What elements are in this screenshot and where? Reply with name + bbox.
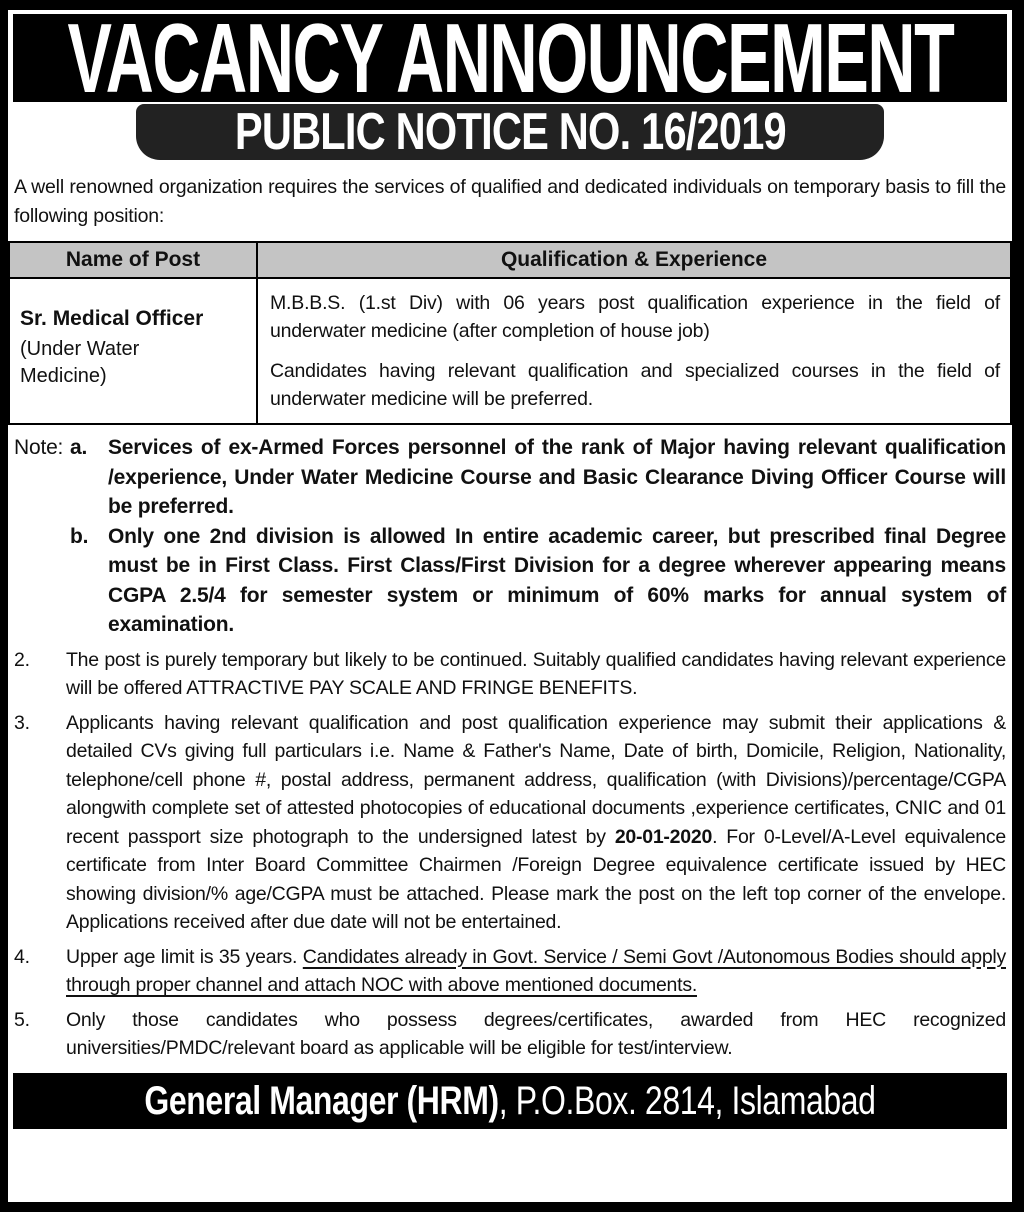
note-label-spacer: [14, 522, 70, 640]
note-text-a: Services of ex-Armed Forces personnel of the rank of Major having relevant qualification /experience, Under Water Medicine Course and Basic Clearance Diving Officer Course will be preferred.: [108, 436, 1006, 518]
note-label: Note:: [14, 436, 64, 459]
column-header-qualification-experience: Qualification & Experience: [257, 242, 1011, 278]
list-item-2: [14, 646, 1006, 703]
list-item-4: [14, 943, 1006, 1000]
public-notice-banner: [136, 104, 884, 160]
qualification-paragraph-1: M.B.B.S. (1.st Div) with 06 years post qualification experience in the field of underwater medicine (after completion of house job): [270, 292, 1000, 342]
table-row: [9, 278, 1011, 424]
post-subtitle: (Under Water Medicine): [20, 338, 140, 387]
column-header-name-of-post: Name of Post: [9, 242, 257, 278]
public-notice-text: PUBLIC NOTICE NO. 16/2019: [234, 104, 786, 160]
list-number-5: 5.: [14, 1008, 30, 1031]
footer-banner-text: General Manager (HRM), P.O.Box. 2814, Islamabad: [144, 1078, 876, 1123]
list-item-3: [14, 709, 1006, 937]
list-text-5: Only those candidates who possess degrees/certificates, awarded from HEC recognized universities/PMDC/relevant board as applicable will be eligible for test/interview.: [66, 1008, 1006, 1059]
qualification-paragraph-2: Candidates having relevant qualification and specialized courses in the field of underwater medicine will be preferred.: [270, 360, 1000, 410]
list-text-2: The post is purely temporary but likely to be continued. Suitably qualified candidates having relevant experience will be offered ATTRACTIVE PAY SCALE AND FRINGE BENEFITS.: [66, 648, 1006, 699]
list-number-4: 4.: [14, 945, 30, 968]
note-marker-a: a.: [70, 436, 88, 459]
title-banner: [13, 14, 1007, 102]
list-text-3: Applicants having relevant qualification and post qualification experience may submit their applications & detailed CVs giving full particulars i.e. Name & Father's Name, Date of birth, Domicile, Religion, Nationality, telephone/cell phone #, postal address, permanent address, qualification (with Divisions)/percentage/CGPA alongwith complete set of attested photocopies of educational documents ,experience certificates, CNIC and 01 recent passport size photograph to the undersigned latest by 20-01-2020. For 0-Level/A-Level equivalence certificate from Inter Board Committee Chairmen /Foreign Degree equivalence certificate issued by HEC showing division/% age/CGPA must be attached. Please mark the post on the left top corner of the envelope. Applications received after due date will not be entertained.: [66, 711, 1006, 933]
post-table: [8, 241, 1012, 425]
table-header-row: [9, 242, 1011, 278]
note-item-a: [14, 433, 1006, 522]
note-text-b: Only one 2nd division is allowed In entire academic career, but prescribed final Degree must be in First Class. First Class/First Division for a degree wherever appearing means CGPA 2.5/4 for semester system or minimum of 60% marks for annual system of examination.: [108, 524, 1006, 636]
title-banner-text: VACANCY ANNOUNCEMENT: [66, 14, 954, 102]
intro-paragraph: A well renowned organization requires the services of qualified and dedicated individuals on temporary basis to fill the following position:: [14, 176, 1006, 227]
post-title: Sr. Medical Officer: [20, 307, 204, 330]
note-marker-b: b.: [70, 524, 89, 548]
post-name-cell: [9, 278, 257, 424]
list-number-3: 3.: [14, 711, 30, 734]
note-item-b: [14, 522, 1006, 640]
list-item-5: [14, 1006, 1006, 1063]
list-text-4: Upper age limit is 35 years. Candidates already in Govt. Service / Semi Govt /Autonomous Bodies should apply through proper channel and attach NOC with above mentioned documents.: [66, 945, 1006, 996]
qualification-cell: [257, 278, 1011, 424]
list-number-2: 2.: [14, 648, 30, 671]
footer-banner: [13, 1073, 1007, 1129]
